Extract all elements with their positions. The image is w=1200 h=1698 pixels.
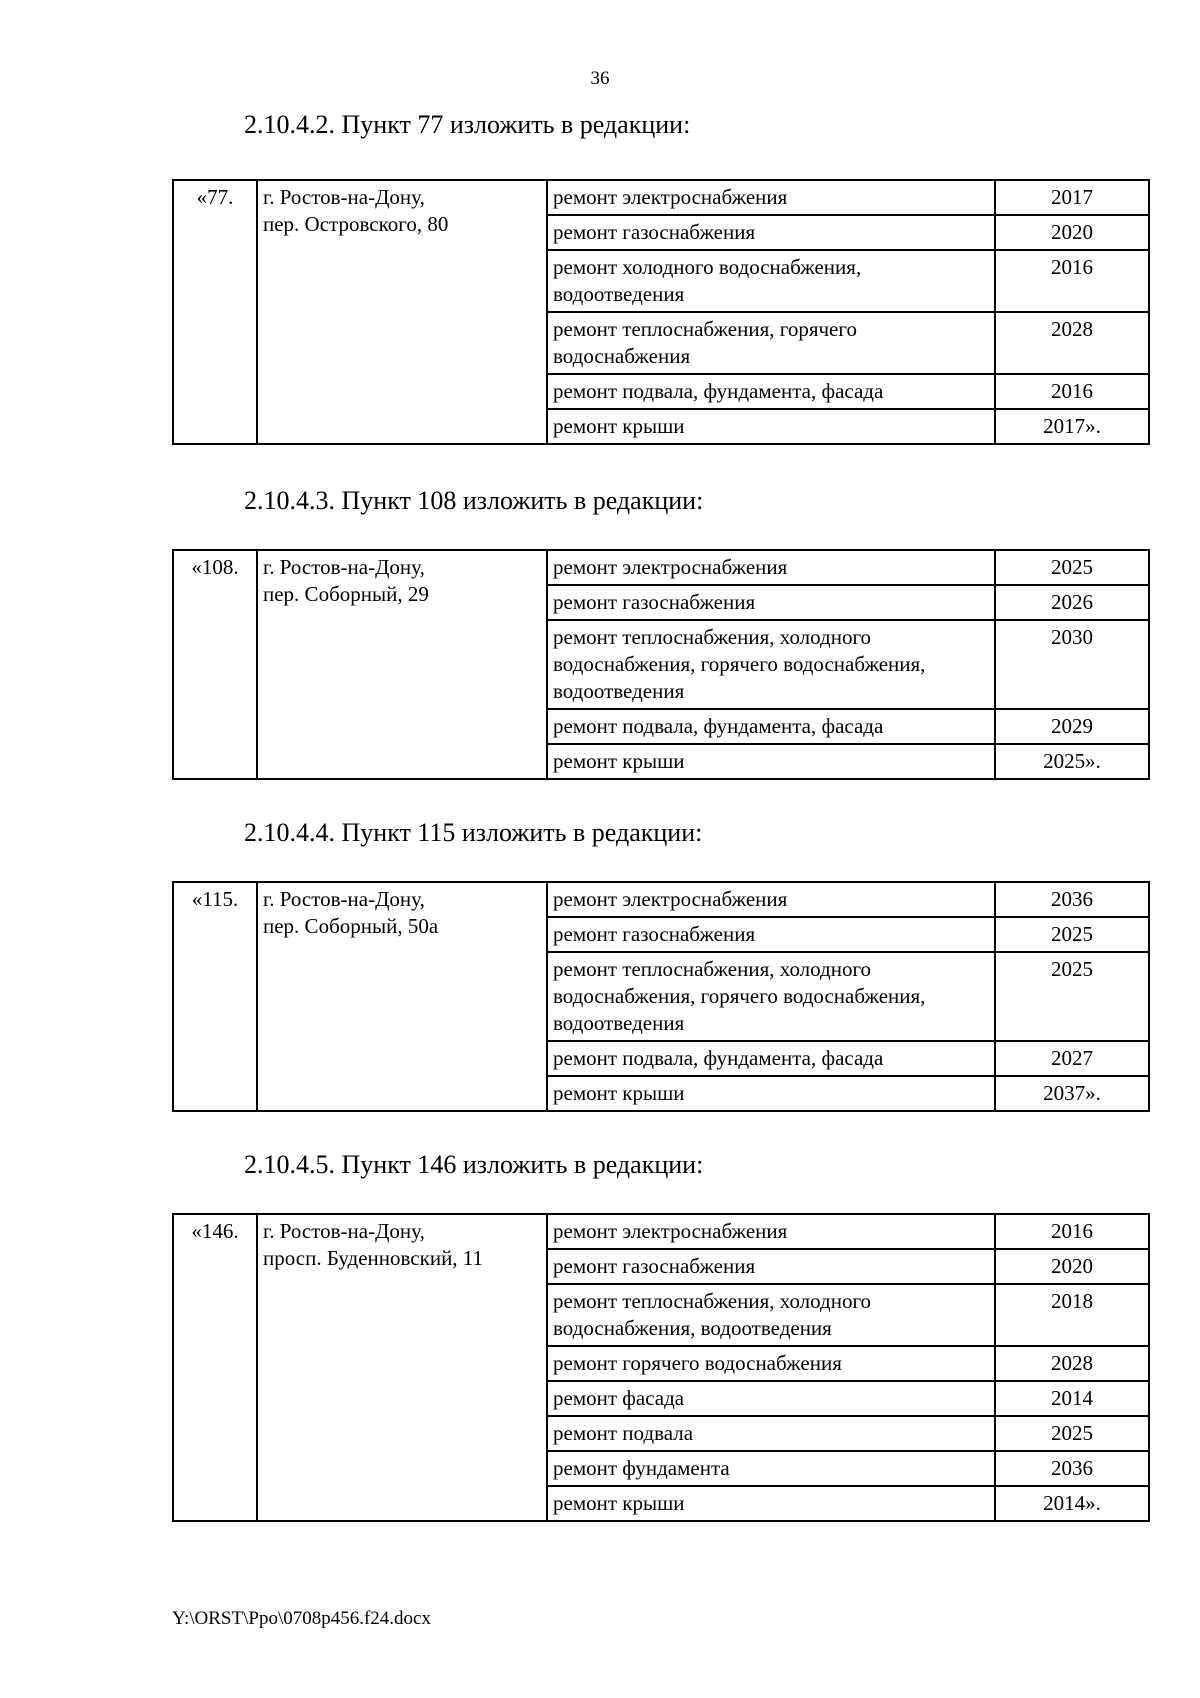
address-street: пер. Соборный, 29 bbox=[263, 582, 429, 606]
work-year: 2036 bbox=[995, 1451, 1149, 1486]
work-type: ремонт крыши bbox=[547, 744, 995, 779]
item-number: «108. bbox=[173, 550, 257, 779]
work-year: 2020 bbox=[995, 215, 1149, 250]
work-year: 2020 bbox=[995, 1249, 1149, 1284]
item-table-77 bbox=[172, 179, 1150, 445]
work-year: 2016 bbox=[995, 250, 1149, 312]
work-year: 2018 bbox=[995, 1284, 1149, 1346]
work-type: ремонт фундамента bbox=[547, 1451, 995, 1486]
work-year: 2037». bbox=[995, 1076, 1149, 1111]
section-heading-146: 2.10.4.5. Пункт 146 изложить в редакции: bbox=[244, 1150, 704, 1179]
work-type: ремонт газоснабжения bbox=[547, 1249, 995, 1284]
work-type: ремонт фасада bbox=[547, 1381, 995, 1416]
item-table-108 bbox=[172, 549, 1150, 780]
work-year: 2026 bbox=[995, 585, 1149, 620]
address-city: г. Ростов-на-Дону, bbox=[263, 887, 425, 911]
work-year: 2028 bbox=[995, 312, 1149, 374]
work-year: 2025 bbox=[995, 550, 1149, 585]
work-type: ремонт подвала, фундамента, фасада bbox=[547, 1041, 995, 1076]
work-year: 2014 bbox=[995, 1381, 1149, 1416]
item-table-115 bbox=[172, 881, 1150, 1112]
item-number: «146. bbox=[173, 1214, 257, 1521]
work-type: ремонт теплоснабжения, холодного водоснабжения, горячего водоснабжения, водоотведения bbox=[547, 952, 995, 1041]
address-street: просп. Буденновский, 11 bbox=[263, 1246, 484, 1270]
section-heading-115: 2.10.4.4. Пункт 115 изложить в редакции: bbox=[244, 818, 703, 847]
work-year: 2017 bbox=[995, 180, 1149, 215]
address-street: пер. Соборный, 50а bbox=[263, 914, 439, 938]
item-address bbox=[257, 882, 547, 1111]
work-year: 2025 bbox=[995, 952, 1149, 1041]
table-row bbox=[173, 550, 1149, 585]
item-address bbox=[257, 550, 547, 779]
table-row bbox=[173, 180, 1149, 215]
work-type: ремонт подвала bbox=[547, 1416, 995, 1451]
section-heading-108: 2.10.4.3. Пункт 108 изложить в редакции: bbox=[244, 486, 704, 515]
work-year: 2028 bbox=[995, 1346, 1149, 1381]
work-type: ремонт электроснабжения bbox=[547, 882, 995, 917]
work-type: ремонт газоснабжения bbox=[547, 215, 995, 250]
work-type: ремонт крыши bbox=[547, 409, 995, 444]
work-type: ремонт теплоснабжения, холодного водоснабжения, водоотведения bbox=[547, 1284, 995, 1346]
file-path-footer: Y:\ORST\Ppo\0708p456.f24.docx bbox=[172, 1608, 431, 1629]
work-year: 2017». bbox=[995, 409, 1149, 444]
work-type: ремонт электроснабжения bbox=[547, 180, 995, 215]
work-type: ремонт подвала, фундамента, фасада bbox=[547, 374, 995, 409]
work-type: ремонт подвала, фундамента, фасада bbox=[547, 709, 995, 744]
item-table-146 bbox=[172, 1213, 1150, 1522]
work-year: 2036 bbox=[995, 882, 1149, 917]
work-type: ремонт крыши bbox=[547, 1486, 995, 1521]
work-year: 2016 bbox=[995, 1214, 1149, 1249]
work-year: 2025». bbox=[995, 744, 1149, 779]
work-type: ремонт газоснабжения bbox=[547, 917, 995, 952]
address-city: г. Ростов-на-Дону, bbox=[263, 185, 425, 209]
address-city: г. Ростов-на-Дону, bbox=[263, 1219, 425, 1243]
work-year: 2016 bbox=[995, 374, 1149, 409]
work-type: ремонт газоснабжения bbox=[547, 585, 995, 620]
work-type: ремонт электроснабжения bbox=[547, 550, 995, 585]
work-year: 2025 bbox=[995, 917, 1149, 952]
address-city: г. Ростов-на-Дону, bbox=[263, 555, 425, 579]
work-year: 2014». bbox=[995, 1486, 1149, 1521]
item-address bbox=[257, 180, 547, 444]
page-number: 36 bbox=[590, 68, 610, 89]
work-type: ремонт электроснабжения bbox=[547, 1214, 995, 1249]
work-year: 2029 bbox=[995, 709, 1149, 744]
work-type: ремонт горячего водоснабжения bbox=[547, 1346, 995, 1381]
work-type: ремонт теплоснабжения, холодного водоснабжения, горячего водоснабжения, водоотведения bbox=[547, 620, 995, 709]
table-row bbox=[173, 1214, 1149, 1249]
address-street: пер. Островского, 80 bbox=[263, 212, 449, 236]
work-year: 2025 bbox=[995, 1416, 1149, 1451]
work-type: ремонт холодного водоснабжения, водоотведения bbox=[547, 250, 995, 312]
work-year: 2027 bbox=[995, 1041, 1149, 1076]
item-address bbox=[257, 1214, 547, 1521]
work-year: 2030 bbox=[995, 620, 1149, 709]
item-number: «77. bbox=[173, 180, 257, 444]
work-type: ремонт теплоснабжения, горячего водоснабжения bbox=[547, 312, 995, 374]
work-type: ремонт крыши bbox=[547, 1076, 995, 1111]
table-row bbox=[173, 882, 1149, 917]
item-number: «115. bbox=[173, 882, 257, 1111]
section-heading-77: 2.10.4.2. Пункт 77 изложить в редакции: bbox=[244, 110, 691, 139]
